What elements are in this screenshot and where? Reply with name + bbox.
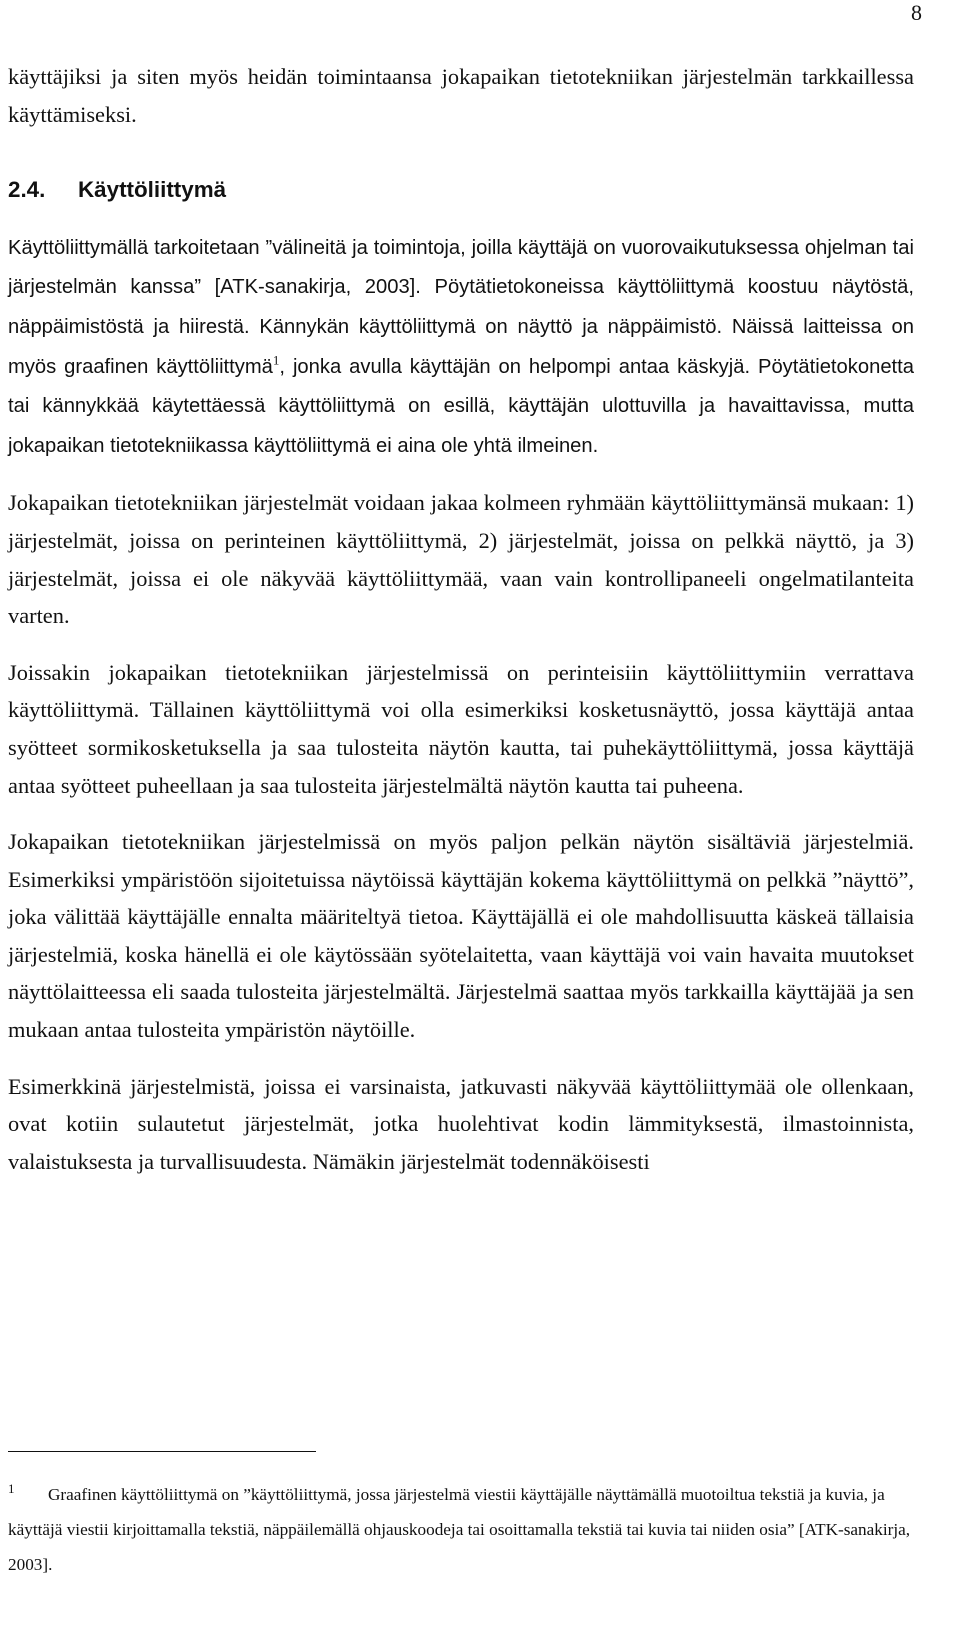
footnote-reference[interactable]: 1 (272, 352, 280, 368)
page-number: 8 (911, 0, 922, 25)
paragraph-1-quote: Käyttöliittymällä tarkoitetaan ”välineitä ja toimintoja, joilla käyttäjä on vuorovaikutuksessa ohjelman tai järjestelmän kanssa” [ATK-sanakirja, 2003]. (8, 236, 914, 299)
footnote-separator (8, 1451, 316, 1452)
paragraph-1-continuation: , jonka avulla käyttäjän on helpompi antaa käskyjä. Pöytätietokonetta tai kännykkää käytettäessä käyttöliittymä on esillä, käyttäjän ulottuvilla ja havaittavissa, mutta jokapaikan tietotekniikassa käyttöliittymä ei aina ole yhtä ilmeinen. (8, 355, 914, 457)
paragraph-5: Esimerkkinä järjestelmistä, joissa ei varsinaista, jatkuvasti näkyvää käyttöliittymää ole ollenkaan, ovat kotiin sulautetut järjestelmät, jotka huolehtivat kodin lämmityksestä, ilmastoinnista, valaistuksesta ja turvallisuudesta. Nämäkin järjestelmät todennäköisesti (8, 1073, 914, 1174)
section-number: 2.4. (8, 177, 46, 203)
document-body (8, 58, 914, 1180)
paragraph-1-body: Pöytätietokoneissa käyttöliittymä koostuu näytöstä, näppäimistöstä ja hiirestä. Kännykän käyttöliittymä on näyttö ja näppäimistö. Näissä laitteissa on myös graafinen käyttöliittymä (8, 276, 914, 378)
section-heading (8, 171, 914, 209)
footnote-text: Graafinen käyttöliittymä on ”käyttöliittymä, jossa järjestelmä viestii käyttäjälle näyttämällä muotoiltua tekstiä ja kuvia, ja käyttäjä viestii kirjoittamalla tekstiä, näppäilemällä ohjauskoodeja tai osoittamalla tekstiä tai kuvia tai niiden osia” [ATK-sanakirja, 2003]. (8, 1485, 911, 1574)
paragraph-3: Joissakin jokapaikan tietotekniikan järjestelmissä on perinteisiin käyttöliittymiin verrattava käyttöliittymä. Tällainen käyttöliittymä voi olla esimerkiksi kosketusnäyttö, jossa käyttäjä antaa syötteet sormikosketuksella ja saa tulosteita näytön kautta, tai puhekäyttöliittymä, jossa käyttäjä antaa syötteet puheellaan ja saa tulosteita järjestelmältä näytön kautta tai puheena. (8, 659, 914, 798)
intro-paragraph: käyttäjiksi ja siten myös heidän toimintaansa jokapaikan tietotekniikan järjestelmän tarkkaillessa käyttämiseksi. (8, 64, 914, 127)
paragraph-2: Jokapaikan tietotekniikan järjestelmät voidaan jakaa kolmeen ryhmään käyttöliittymänsä mukaan: 1) järjestelmät, joissa on perinteinen käyttöliittymä, 2) järjestelmät, joissa on pelkkä näyttö, ja 3) järjestelmät, joissa ei ole näkyvää käyttöliittymää, vaan vain kontrollipaneeli ongelmatilanteita varten. (8, 490, 914, 629)
paragraph-1 (8, 228, 914, 466)
footnote: 1 Graafinen käyttöliittymä on ”käyttöliittymä, jossa järjestelmä viestii käyttäjälle näyttämällä muotoiltua tekstiä ja kuvia, ja käyttäjä viestii kirjoittamalla tekstiä, näppäilemällä ohjauskoodeja tai osoittamalla tekstiä tai kuvia tai niiden osia” [ATK-sanakirja, 2003]. (8, 1481, 911, 1574)
paragraph-4: Jokapaikan tietotekniikan järjestelmissä on myös paljon pelkän näytön sisältäviä järjestelmiä. Esimerkiksi ympäristöön sijoitetuissa näytöissä käyttäjän kokema käyttöliittymä on pelkkä ”näyttö”, joka välittää käyttäjälle ennalta määriteltyä tietoa. Käyttäjällä ei ole mahdollisuutta käskeä tällaisia järjestelmiä, koska hänellä ei ole käytössään syötelaitetta, vaan käyttäjä voi vain havaita muutokset näyttölaitteessa eli saada tulosteita järjestelmältä. Järjestelmä saattaa myös tarkkailla käyttäjää ja sen mukaan antaa tulosteita ympäristön näytöille. (8, 829, 914, 1043)
section-title: Käyttöliittymä (78, 177, 227, 203)
